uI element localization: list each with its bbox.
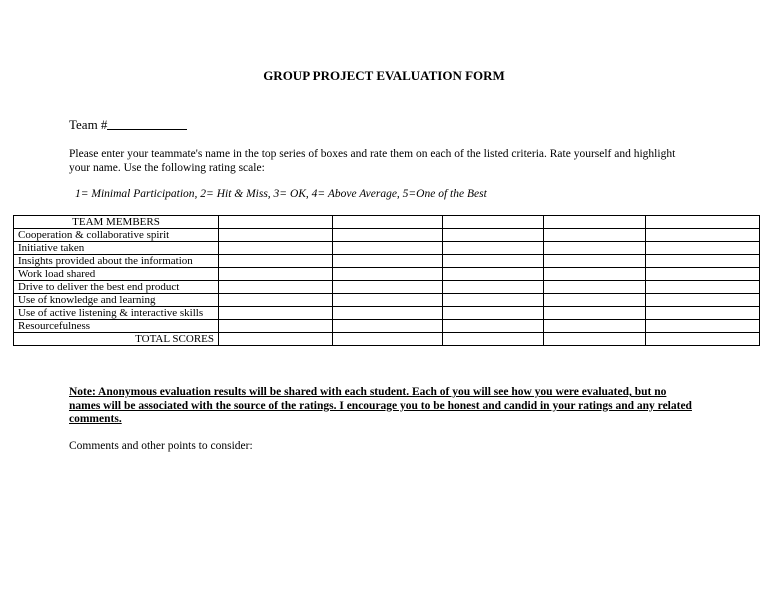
comments-label: Comments and other points to consider:	[69, 440, 253, 452]
rating-cell[interactable]	[544, 281, 646, 294]
rating-cell[interactable]	[646, 229, 760, 242]
rating-cell[interactable]	[646, 268, 760, 281]
member-name-cell[interactable]	[646, 216, 760, 229]
table-row	[14, 255, 760, 268]
rating-cell[interactable]	[333, 307, 443, 320]
criterion-label: Insights provided about the information	[14, 255, 219, 268]
criterion-label: Work load shared	[14, 268, 219, 281]
table-row	[14, 320, 760, 333]
total-scores-label: TOTAL SCORES	[14, 333, 219, 346]
rating-cell[interactable]	[219, 294, 333, 307]
criterion-label: Resourcefulness	[14, 320, 219, 333]
instructions-text: Please enter your teammate's name in the top series of boxes and rate them on each of the listed criteria. Rate yourself and highlight your name. Use the following rating scale:	[69, 148, 676, 174]
rating-cell[interactable]	[646, 320, 760, 333]
rating-cell[interactable]	[646, 307, 760, 320]
rating-cell[interactable]	[219, 229, 333, 242]
rating-cell[interactable]	[333, 255, 443, 268]
table-row	[14, 242, 760, 255]
criterion-label: Cooperation & collaborative spirit	[14, 229, 219, 242]
criterion-label: Use of knowledge and learning	[14, 294, 219, 307]
rating-cell[interactable]	[443, 268, 544, 281]
rating-cell[interactable]	[646, 294, 760, 307]
table-row	[14, 281, 760, 294]
team-number-blank[interactable]	[107, 117, 187, 130]
rating-cell[interactable]	[333, 268, 443, 281]
total-cell[interactable]	[333, 333, 443, 346]
total-cell[interactable]	[646, 333, 760, 346]
rating-cell[interactable]	[443, 242, 544, 255]
criterion-label: Use of active listening & interactive skills	[14, 307, 219, 320]
member-name-cell[interactable]	[333, 216, 443, 229]
rating-cell[interactable]	[544, 307, 646, 320]
rating-cell[interactable]	[544, 320, 646, 333]
rating-cell[interactable]	[219, 268, 333, 281]
member-name-cell[interactable]	[443, 216, 544, 229]
rating-cell[interactable]	[333, 294, 443, 307]
team-label: Team #	[69, 117, 108, 132]
member-name-cell[interactable]	[544, 216, 646, 229]
table-row	[14, 268, 760, 281]
total-row	[14, 333, 760, 346]
rating-cell[interactable]	[443, 320, 544, 333]
rating-cell[interactable]	[443, 255, 544, 268]
rating-cell[interactable]	[443, 307, 544, 320]
criterion-label: Initiative taken	[14, 242, 219, 255]
table-row	[14, 294, 760, 307]
evaluation-table	[13, 215, 760, 346]
rating-cell[interactable]	[219, 320, 333, 333]
rating-cell[interactable]	[544, 255, 646, 268]
rating-cell[interactable]	[443, 229, 544, 242]
table-header-row	[14, 216, 760, 229]
rating-cell[interactable]	[544, 229, 646, 242]
table-row	[14, 229, 760, 242]
rating-cell[interactable]	[333, 281, 443, 294]
form-title: GROUP PROJECT EVALUATION FORM	[263, 68, 505, 83]
total-cell[interactable]	[443, 333, 544, 346]
team-members-header: TEAM MEMBERS	[14, 216, 219, 229]
rating-cell[interactable]	[333, 320, 443, 333]
total-cell[interactable]	[219, 333, 333, 346]
rating-scale-text: 1= Minimal Participation, 2= Hit & Miss, 3= OK, 4= Above Average, 5=One of the Best	[75, 188, 487, 200]
rating-cell[interactable]	[646, 255, 760, 268]
rating-cell[interactable]	[544, 294, 646, 307]
rating-cell[interactable]	[443, 294, 544, 307]
rating-cell[interactable]	[333, 229, 443, 242]
rating-cell[interactable]	[219, 281, 333, 294]
total-cell[interactable]	[544, 333, 646, 346]
rating-cell[interactable]	[646, 242, 760, 255]
table-row	[14, 307, 760, 320]
rating-cell[interactable]	[219, 242, 333, 255]
rating-cell[interactable]	[219, 307, 333, 320]
anonymity-note: Note: Anonymous evaluation results will be shared with each student. Each of you will see how you were evaluated, but no names will be associated with the source of the ratings. I encourage you to be honest and candid in your ratings and any related comments.	[69, 386, 692, 425]
rating-cell[interactable]	[219, 255, 333, 268]
rating-cell[interactable]	[333, 242, 443, 255]
rating-cell[interactable]	[544, 268, 646, 281]
rating-cell[interactable]	[646, 281, 760, 294]
criterion-label: Drive to deliver the best end product	[14, 281, 219, 294]
rating-cell[interactable]	[544, 242, 646, 255]
member-name-cell[interactable]	[219, 216, 333, 229]
team-number-field	[69, 117, 187, 133]
rating-cell[interactable]	[443, 281, 544, 294]
